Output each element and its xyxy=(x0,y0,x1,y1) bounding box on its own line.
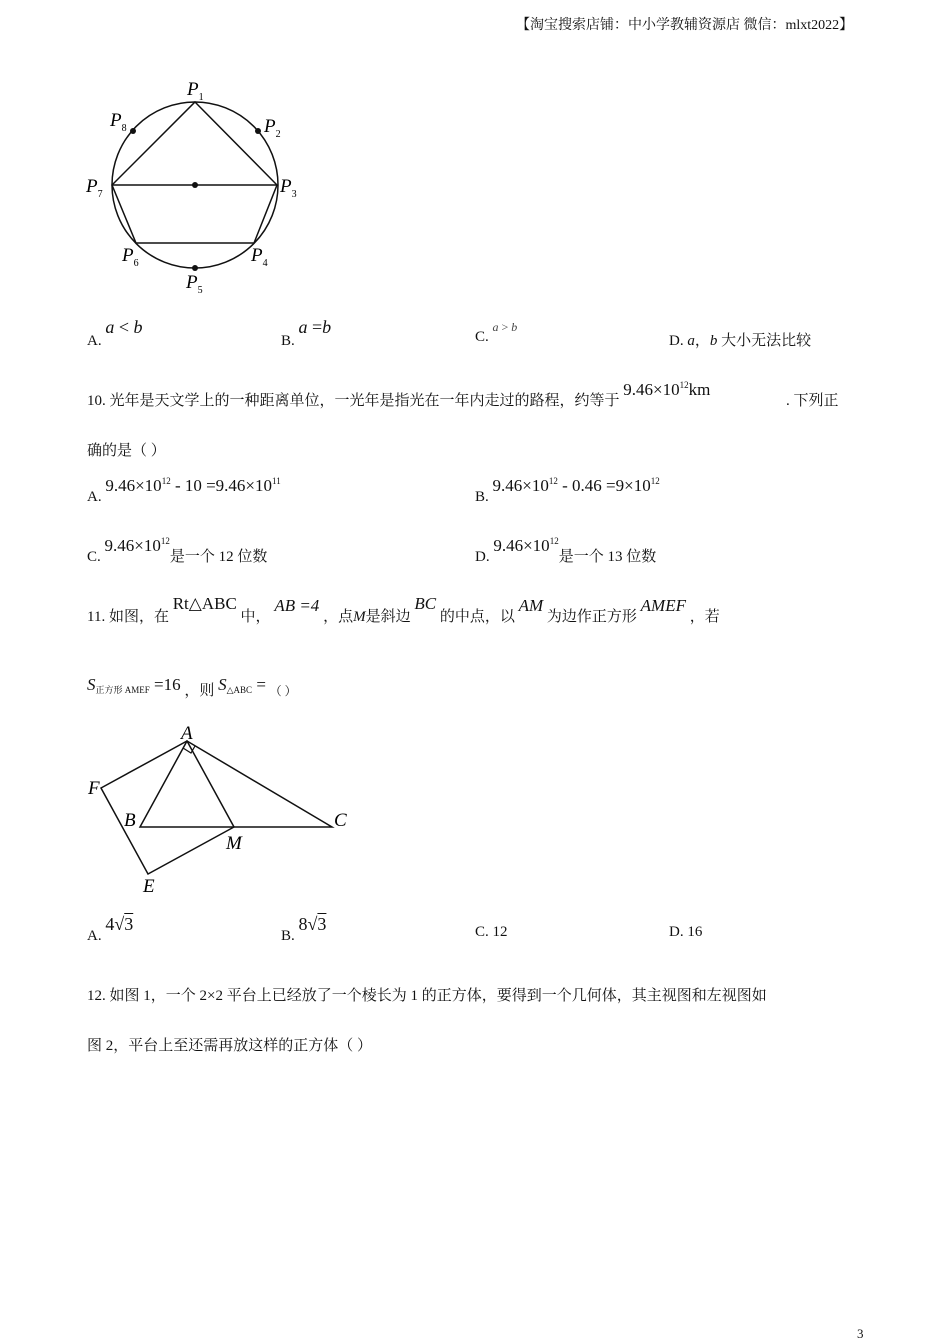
q12-stem-line1: 12. 如图 1，一个 2×2 平台上已经放了一个棱长为 1 的正方体，要得到一个几何体，其主视图和左视图如 xyxy=(87,988,767,1004)
label-m: M xyxy=(226,833,242,854)
q11-option-c: C. 12 xyxy=(475,924,508,940)
q10-option-c: C. $9.46\times 10^{12}$是一个 12 位数 xyxy=(87,536,268,565)
center-point xyxy=(192,182,198,188)
q11-option-a: A. 4√3 xyxy=(87,914,134,944)
label-f: F xyxy=(88,778,100,799)
square-amef xyxy=(101,741,234,874)
header-note: 【淘宝搜索店铺：中小学教辅资源店 微信：mlxt2022】 xyxy=(516,18,854,33)
label-p1: $P_1$ xyxy=(187,79,204,103)
label-p5: $P_5$ xyxy=(186,272,203,296)
label-e: E xyxy=(143,876,155,897)
triangle-abc xyxy=(140,741,332,827)
q12-stem-line2: 图 2，平台上至还需再放这样的正方体（ ） xyxy=(87,1038,373,1054)
label-p3: $P_3$ xyxy=(280,176,297,200)
q10-option-b: B. $9.46\times 10^{12} - 0.46 =9\times 10^{12}$ xyxy=(475,476,660,505)
q11-stem-line1: 11. 如图，在 Rt△ABC 中， AB =4 ，点M是斜边 BC 的中点，以 AM 为边作正方形 AMEF ，若 xyxy=(87,594,720,625)
q9-option-d: D. a，b 大小无法比较 xyxy=(669,333,812,349)
point-p2 xyxy=(255,128,261,134)
label-p8: $P_8$ xyxy=(110,110,127,134)
label-p7: $P_7$ xyxy=(86,176,103,200)
point-p5 xyxy=(192,265,198,271)
label-b: B xyxy=(124,810,136,831)
q11-option-d: D. 16 xyxy=(669,924,703,940)
point-p8 xyxy=(130,128,136,134)
page-number: 3 xyxy=(857,1326,864,1341)
q10-stem-line2: 确的是（ ） xyxy=(87,443,166,459)
rt-triangle: Rt△ABC xyxy=(172,594,237,613)
label-p6: $P_6$ xyxy=(122,245,139,269)
q10-option-d: D. $9.46\times 10^{12}$是一个 13 位数 xyxy=(475,536,657,565)
q9-option-c: C. $^{a > b}$ xyxy=(475,320,518,345)
q10-option-a: A. $9.46\times 10^{12} - 10 =9.46\times 10^{11}$ xyxy=(87,476,281,505)
q9-option-b: B. a =b xyxy=(281,317,332,349)
circle-octagon-figure xyxy=(80,70,320,300)
label-a: A xyxy=(181,723,193,744)
triangle-square-figure xyxy=(80,720,370,900)
q11-option-b: B. 8√3 xyxy=(281,914,327,944)
pentagon xyxy=(112,102,277,243)
q11-stem-line2: $S_{正方形 AMEF} =16$ ，则 $S_{\triangle ABC}$ = （ ） xyxy=(87,675,297,699)
label-p2: $P_2$ xyxy=(264,116,281,140)
label-p4: $P_4$ xyxy=(251,245,268,269)
q9-option-a: A. a < b xyxy=(87,317,143,349)
q10-stem-line1: 10. 光年是天文学上的一种距离单位，一光年是指光在一年内走过的路程，约等于 $9.46\times 10^{12}km$ . 下列正 xyxy=(87,380,839,409)
label-c: C xyxy=(334,810,347,831)
